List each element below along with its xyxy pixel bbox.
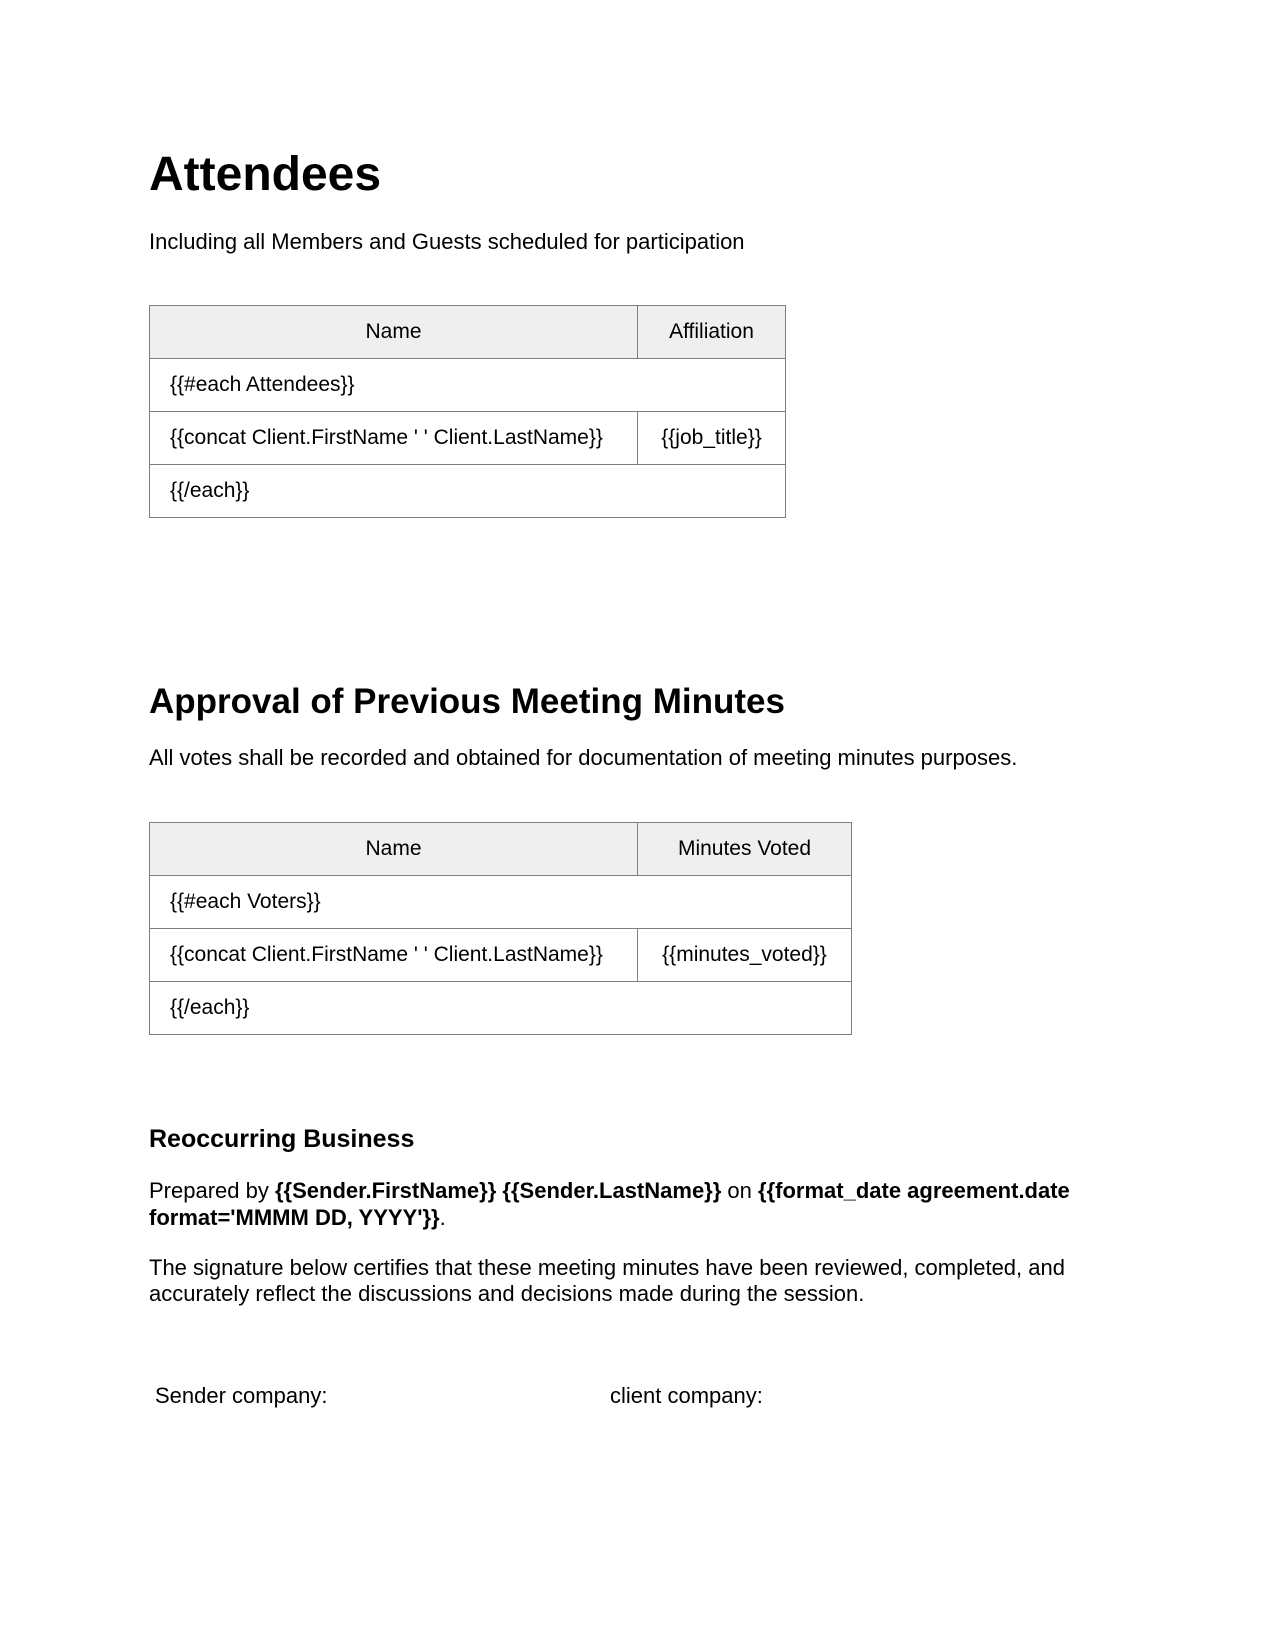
date-format-line1: {{format_date agreement.date [758,1178,1070,1203]
attendees-heading: Attendees [149,148,382,201]
prepared-by-line-2 [149,1205,446,1231]
table-row [150,929,852,982]
prepared-by-label: Prepared by [149,1178,275,1203]
table-row [150,412,786,465]
table-row [150,876,852,929]
sender-last-name: {{Sender.LastName}} [502,1178,722,1203]
table-row [150,359,786,412]
column-header-affiliation: Affiliation [638,306,786,359]
table-header-row [150,306,786,359]
loop-end-cell: {{/each}} [150,465,786,518]
minutes-voted-cell: {{minutes_voted}} [638,929,852,982]
date-format-line2: format='MMMM DD, YYYY'}} [149,1205,440,1230]
certify-line-2: accurately reflect the discussions and decisions made during the session. [149,1281,865,1306]
sender-first-name: {{Sender.FirstName}} [274,1178,497,1203]
table-row [150,465,786,518]
attendees-subtitle: Including all Members and Guests scheduled for participation [149,229,745,254]
name-cell: {{concat Client.FirstName ' ' Client.LastName}} [150,412,638,465]
affiliation-cell: {{job_title}} [638,412,786,465]
on-label: on [721,1178,759,1203]
loop-start-cell: {{#each Attendees}} [150,359,786,412]
loop-end-cell: {{/each}} [150,982,852,1035]
sender-company-label: Sender company: [155,1383,328,1408]
column-header-minutes-voted: Minutes Voted [638,823,852,876]
attendees-table [149,305,786,518]
loop-start-cell: {{#each Voters}} [150,876,852,929]
voters-table [149,822,852,1035]
approval-heading: Approval of Previous Meeting Minutes [149,682,785,721]
business-heading: Reoccurring Business [149,1125,415,1153]
period: . [439,1205,446,1230]
approval-subtitle: All votes shall be recorded and obtained for documentation of meeting minutes purposes. [149,745,1018,770]
prepared-by-line [149,1178,1070,1204]
column-header-name: Name [150,306,638,359]
table-row [150,982,852,1035]
column-header-name: Name [150,823,638,876]
table-header-row [150,823,852,876]
certify-line-1: The signature below certifies that these meeting minutes have been reviewed, completed, and [149,1255,1065,1280]
name-cell: {{concat Client.FirstName ' ' Client.LastName}} [150,929,638,982]
client-company-label: client company: [610,1383,763,1408]
